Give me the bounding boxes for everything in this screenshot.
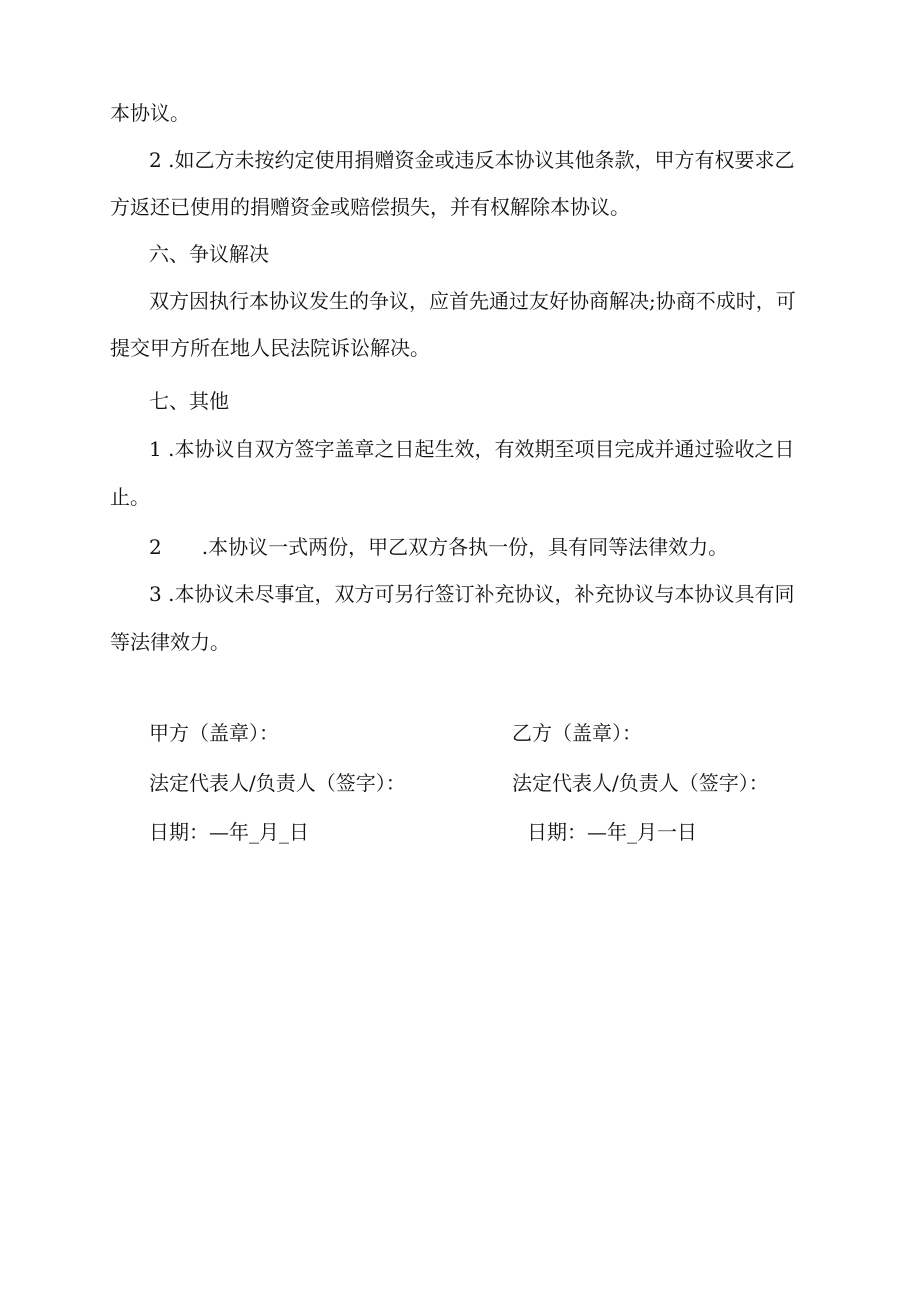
section-heading-7: 七、其他 [149,389,229,413]
party-a-seal: 甲方（盖章）： [149,721,279,745]
clause-7-1: 1 .本协议自双方签字盖章之日起生效，有效期至项目完成并通过验收之日 [149,437,795,461]
section-heading-6: 六、争议解决 [149,242,269,266]
clause-7-3: 3 .本协议未尽事宜，双方可另行签订补充协议，补充协议与本协议具有同 [149,582,795,606]
clause-7-2: 2 .本协议一式两份，甲乙双方各执一份，具有同等法律效力。 [149,535,729,559]
paragraph-line: 方返还已使用的捐赠资金或赔偿损失，并有权解除本协议。 [110,195,630,219]
paragraph-line: 本协议。 [110,101,190,125]
paragraph-line: 等法律效力。 [110,630,230,654]
paragraph-line: 止。 [110,485,150,509]
party-a-date: 日期：—年_月_日 [149,820,309,844]
paragraph-line: 提交甲方所在地人民法院诉讼解决。 [110,336,430,360]
party-b-seal: 乙方（盖章）： [512,721,642,745]
clause-5-2: 2 .如乙方未按约定使用捐赠资金或违反本协议其他条款，甲方有权要求乙 [149,148,795,172]
party-a-representative: 法定代表人/负责人（签字）： [149,771,406,795]
party-b-representative: 法定代表人/负责人（签字）： [512,771,769,795]
party-b-date: 日期：—年_月一日 [527,820,697,844]
dispute-paragraph: 双方因执行本协议发生的争议，应首先通过友好协商解决;协商不成时，可 [149,289,796,313]
